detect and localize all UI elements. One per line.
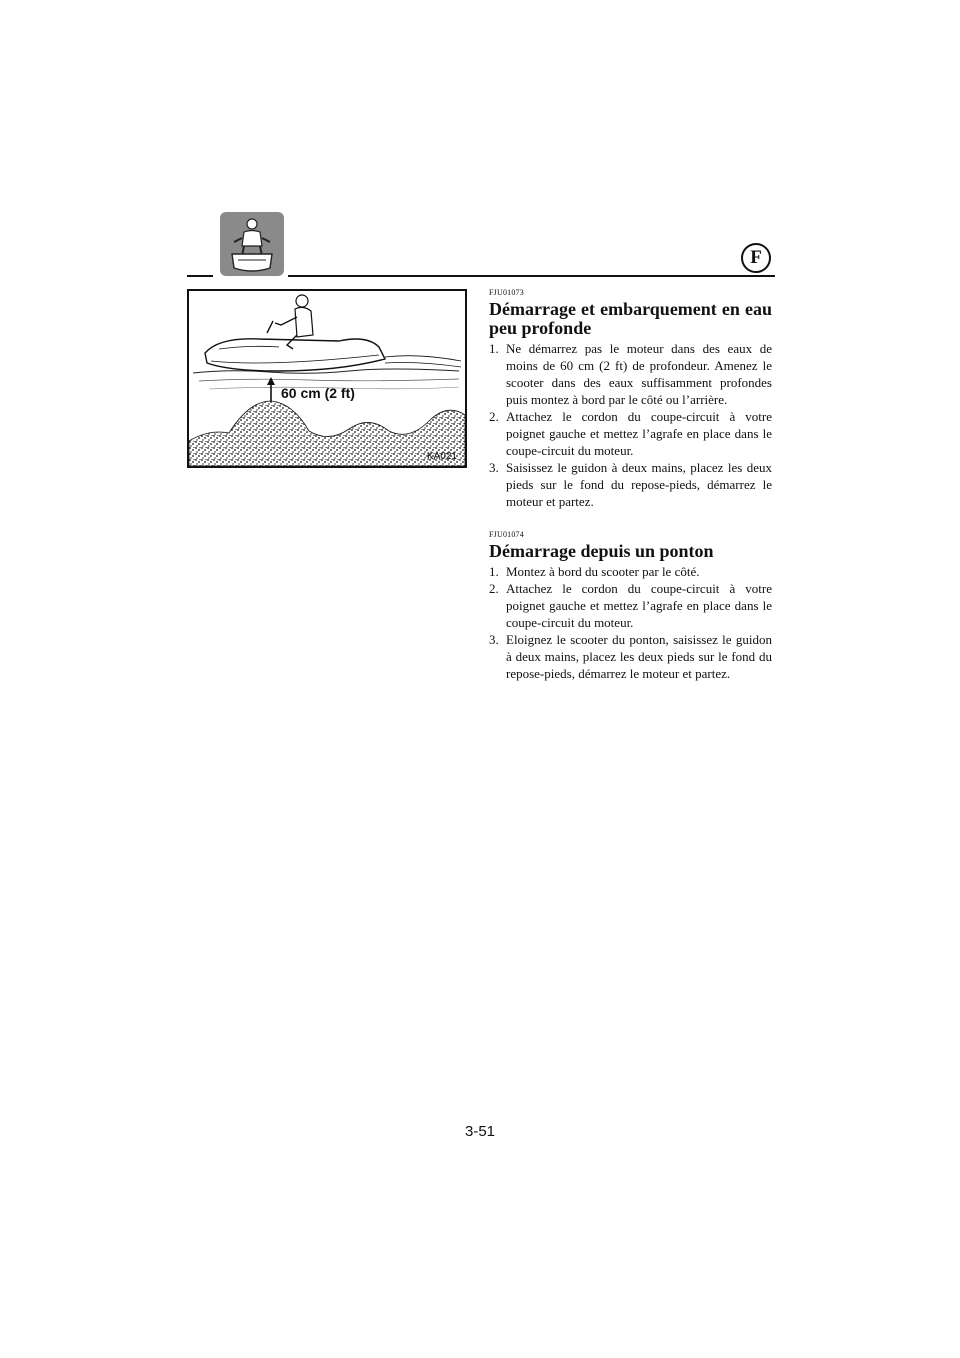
item-text: Attachez le cordon du coupe-circuit à votre poignet gauche et mettez l’agrafe en place dans le coupe-circuit du moteur. bbox=[506, 409, 772, 458]
instruction-list bbox=[489, 563, 772, 682]
list-item bbox=[489, 459, 772, 510]
figure-code: KA021 bbox=[426, 451, 457, 462]
list-item bbox=[489, 563, 772, 580]
section-title: Démarrage et embarquement en eau peu profonde bbox=[489, 299, 772, 338]
section-code: FJU01073 bbox=[489, 288, 524, 297]
section-code: FJU01074 bbox=[489, 530, 524, 539]
section-title: Démarrage depuis un ponton bbox=[489, 541, 714, 561]
item-number: 2. bbox=[489, 581, 499, 596]
text-column bbox=[489, 288, 772, 702]
header-rule-right bbox=[288, 275, 775, 277]
item-text: Eloignez le scooter du ponton, saisissez le guidon à deux mains, placez les deux pieds sur le fond du repose-pieds, démarrez le moteur et partez. bbox=[506, 632, 772, 681]
item-number: 1. bbox=[489, 341, 499, 356]
item-number: 2. bbox=[489, 409, 499, 424]
item-text: Saisissez le guidon à deux mains, placez les deux pieds sur le fond du repose-pieds, démarrez le moteur et partez. bbox=[506, 460, 772, 509]
list-item bbox=[489, 631, 772, 682]
jet-ski-illustration bbox=[189, 291, 465, 466]
instruction-list bbox=[489, 340, 772, 510]
header-rule-left bbox=[187, 275, 213, 277]
page-number: 3-51 bbox=[464, 1123, 496, 1140]
item-number: 3. bbox=[489, 632, 499, 647]
section-pontoon bbox=[489, 530, 772, 682]
list-item bbox=[489, 340, 772, 408]
item-number: 1. bbox=[489, 564, 499, 579]
item-text: Ne démarrez pas le moteur dans des eaux de moins de 60 cm (2 ft) de profondeur. Amenez le scooter dans des eaux suffisamment profondes puis montez à bord par le côté ou l’arrière. bbox=[506, 341, 772, 407]
depth-label: 60 cm (2 ft) bbox=[281, 385, 355, 401]
list-item bbox=[489, 408, 772, 459]
jet-ski-rider-icon bbox=[220, 212, 284, 276]
item-text: Montez à bord du scooter par le côté. bbox=[506, 564, 700, 579]
item-number: 3. bbox=[489, 460, 499, 475]
language-badge: F bbox=[741, 243, 771, 273]
section-shallow-water bbox=[489, 288, 772, 510]
list-item bbox=[489, 580, 772, 631]
item-text: Attachez le cordon du coupe-circuit à votre poignet gauche et mettez l’agrafe en place dans le coupe-circuit du moteur. bbox=[506, 581, 772, 630]
shallow-water-figure bbox=[187, 289, 467, 468]
